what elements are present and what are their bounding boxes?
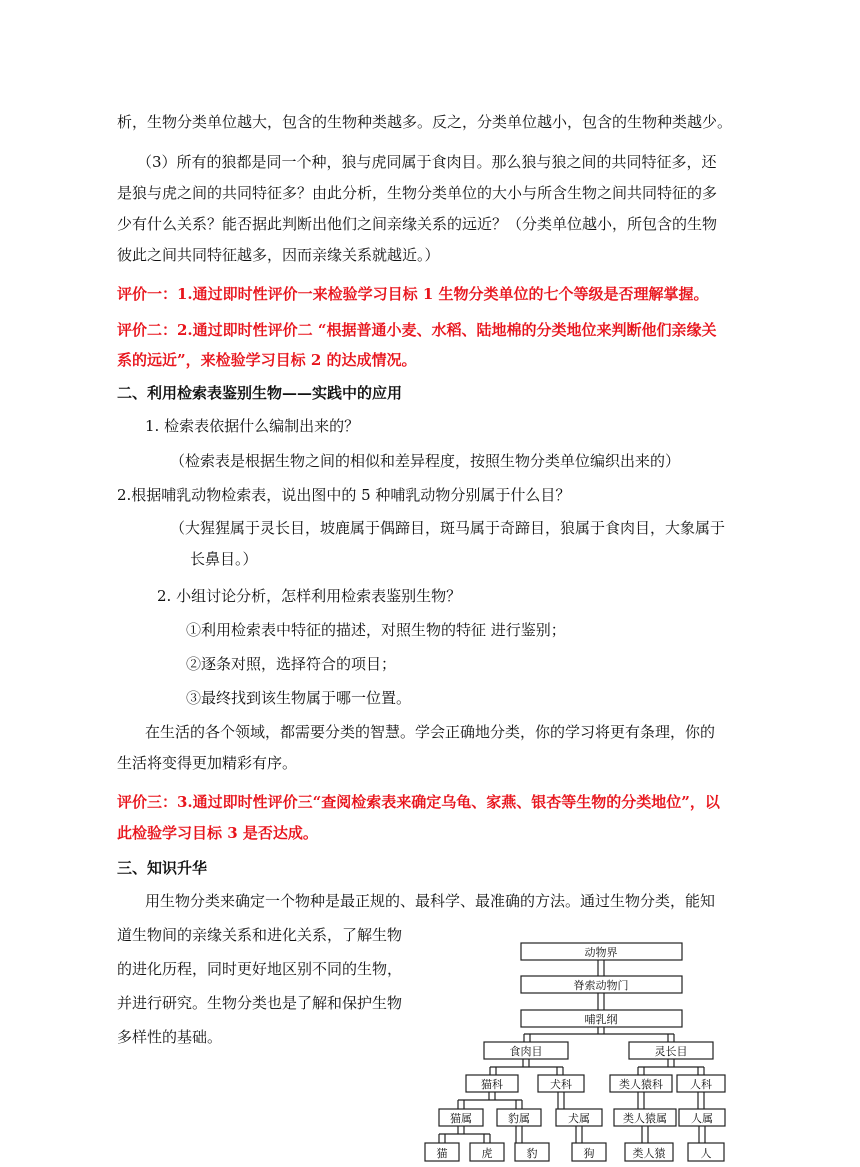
- paragraph-line: 在生活的各个领域，都需要分类的智慧。学会正确地分类，你的学习将更有条理，你的: [145, 723, 716, 741]
- node-species-cat: 猫: [436, 1147, 448, 1160]
- node-genus-panthera: 豹属: [508, 1112, 530, 1125]
- node-species-ape: 类人猿: [632, 1147, 666, 1160]
- node-species-dog: 狗: [583, 1147, 595, 1160]
- evaluation-two: 评价二：2.通过即时性评价二 “根据普通小麦、水稻、陆地棉的分类地位来判断他们亲缘关: [117, 321, 717, 339]
- evaluation-two-cont: 系的远近”，来检验学习目标 2 的达成情况。: [117, 351, 417, 369]
- paragraph-line: 多样性的基础。: [117, 1028, 223, 1046]
- node-order-carnivora: 食肉目: [509, 1045, 543, 1058]
- evaluation-one: 评价一：1.通过即时性评价一来检验学习目标 1 生物分类单位的七个等级是否理解掌握。: [117, 285, 709, 303]
- paragraph-line: 少有什么关系？能否据此判断出他们之间亲缘关系的远近？（分类单位越小，所包含的生物: [117, 215, 718, 233]
- node-species-tiger: 虎: [481, 1147, 493, 1160]
- answer-2: （大猩猩属于灵长目，坡鹿属于偶蹄目，斑马属于奇蹄目，狼属于食肉目，大象属于: [170, 519, 726, 537]
- node-phylum: 脊索动物门: [573, 979, 629, 992]
- node-family-hominidae: 人科: [690, 1078, 712, 1091]
- node-order-primates: 灵长目: [654, 1045, 688, 1058]
- paragraph-line: 是狼与虎之间的共同特征多？由此分析，生物分类单位的大小与所含生物之间共同特征的多: [117, 184, 718, 202]
- section-heading-3: 三、知识升华: [117, 859, 208, 877]
- node-genus-felis: 猫属: [450, 1112, 472, 1125]
- question-1: 1. 检索表依据什么编制出来的？: [145, 417, 360, 435]
- paragraph-line: 析，生物分类单位越大，包含的生物种类越多。反之，分类单位越小，包含的生物种类越少。: [117, 113, 733, 131]
- answer-1: （检索表是根据生物之间的相似和差异程度，按照生物分类单位编织出来的）: [170, 452, 681, 470]
- paragraph-line: 彼此之间共同特征越多，因而亲缘关系就越近。）: [117, 246, 440, 264]
- step-2: ②逐条对照，选择符合的项目；: [186, 655, 397, 673]
- node-genus-ape: 类人猿属: [623, 1112, 667, 1125]
- evaluation-three: 评价三：3.通过即时性评价三“查阅检索表来确定乌龟、家燕、银杏等生物的分类地位”，以: [117, 793, 720, 811]
- paragraph-line: 生活将变得更加精彩有序。: [117, 754, 298, 772]
- paragraph-line: （3）所有的狼都是同一个种，狼与虎同属于食肉目。那么狼与狼之间的共同特征多，还: [137, 153, 717, 171]
- step-3: ③最终找到该生物属于哪一位置。: [186, 689, 412, 707]
- node-genus-canis: 犬属: [568, 1112, 590, 1125]
- paragraph-line: 并进行研究。生物分类也是了解和保护生物: [117, 994, 403, 1012]
- node-genus-homo: 人属: [691, 1112, 713, 1125]
- paragraph-line: 用生物分类来确定一个物种是最正规的、最科学、最准确的方法。通过生物分类，能知: [145, 892, 716, 910]
- question-2: 2.根据哺乳动物检索表，说出图中的 5 种哺乳动物分别属于什么目？: [117, 486, 571, 504]
- paragraph-line: 的进化历程，同时更好地区别不同的生物，: [117, 960, 403, 978]
- node-family-canidae: 犬科: [550, 1078, 572, 1091]
- node-family-felidae: 猫科: [481, 1078, 503, 1091]
- node-class: 哺乳纲: [584, 1013, 618, 1026]
- node-kingdom: 动物界: [584, 946, 618, 959]
- answer-2-cont: 长鼻目。）: [190, 550, 258, 568]
- evaluation-three-cont: 此检验学习目标 3 是否达成。: [117, 824, 318, 842]
- node-family-pongidae: 类人猿科: [619, 1078, 663, 1091]
- question-3: 2. 小组讨论分析，怎样利用检索表鉴别生物？: [157, 587, 462, 605]
- node-species-leopard: 豹: [526, 1147, 538, 1160]
- section-heading-2: 二、利用检索表鉴别生物——实践中的应用: [117, 384, 403, 402]
- step-1: ①利用检索表中特征的描述，对照生物的特征 进行鉴别；: [186, 621, 566, 639]
- paragraph-line: 道生物间的亲缘关系和进化关系，了解生物: [117, 926, 403, 944]
- node-species-human: 人: [700, 1147, 712, 1160]
